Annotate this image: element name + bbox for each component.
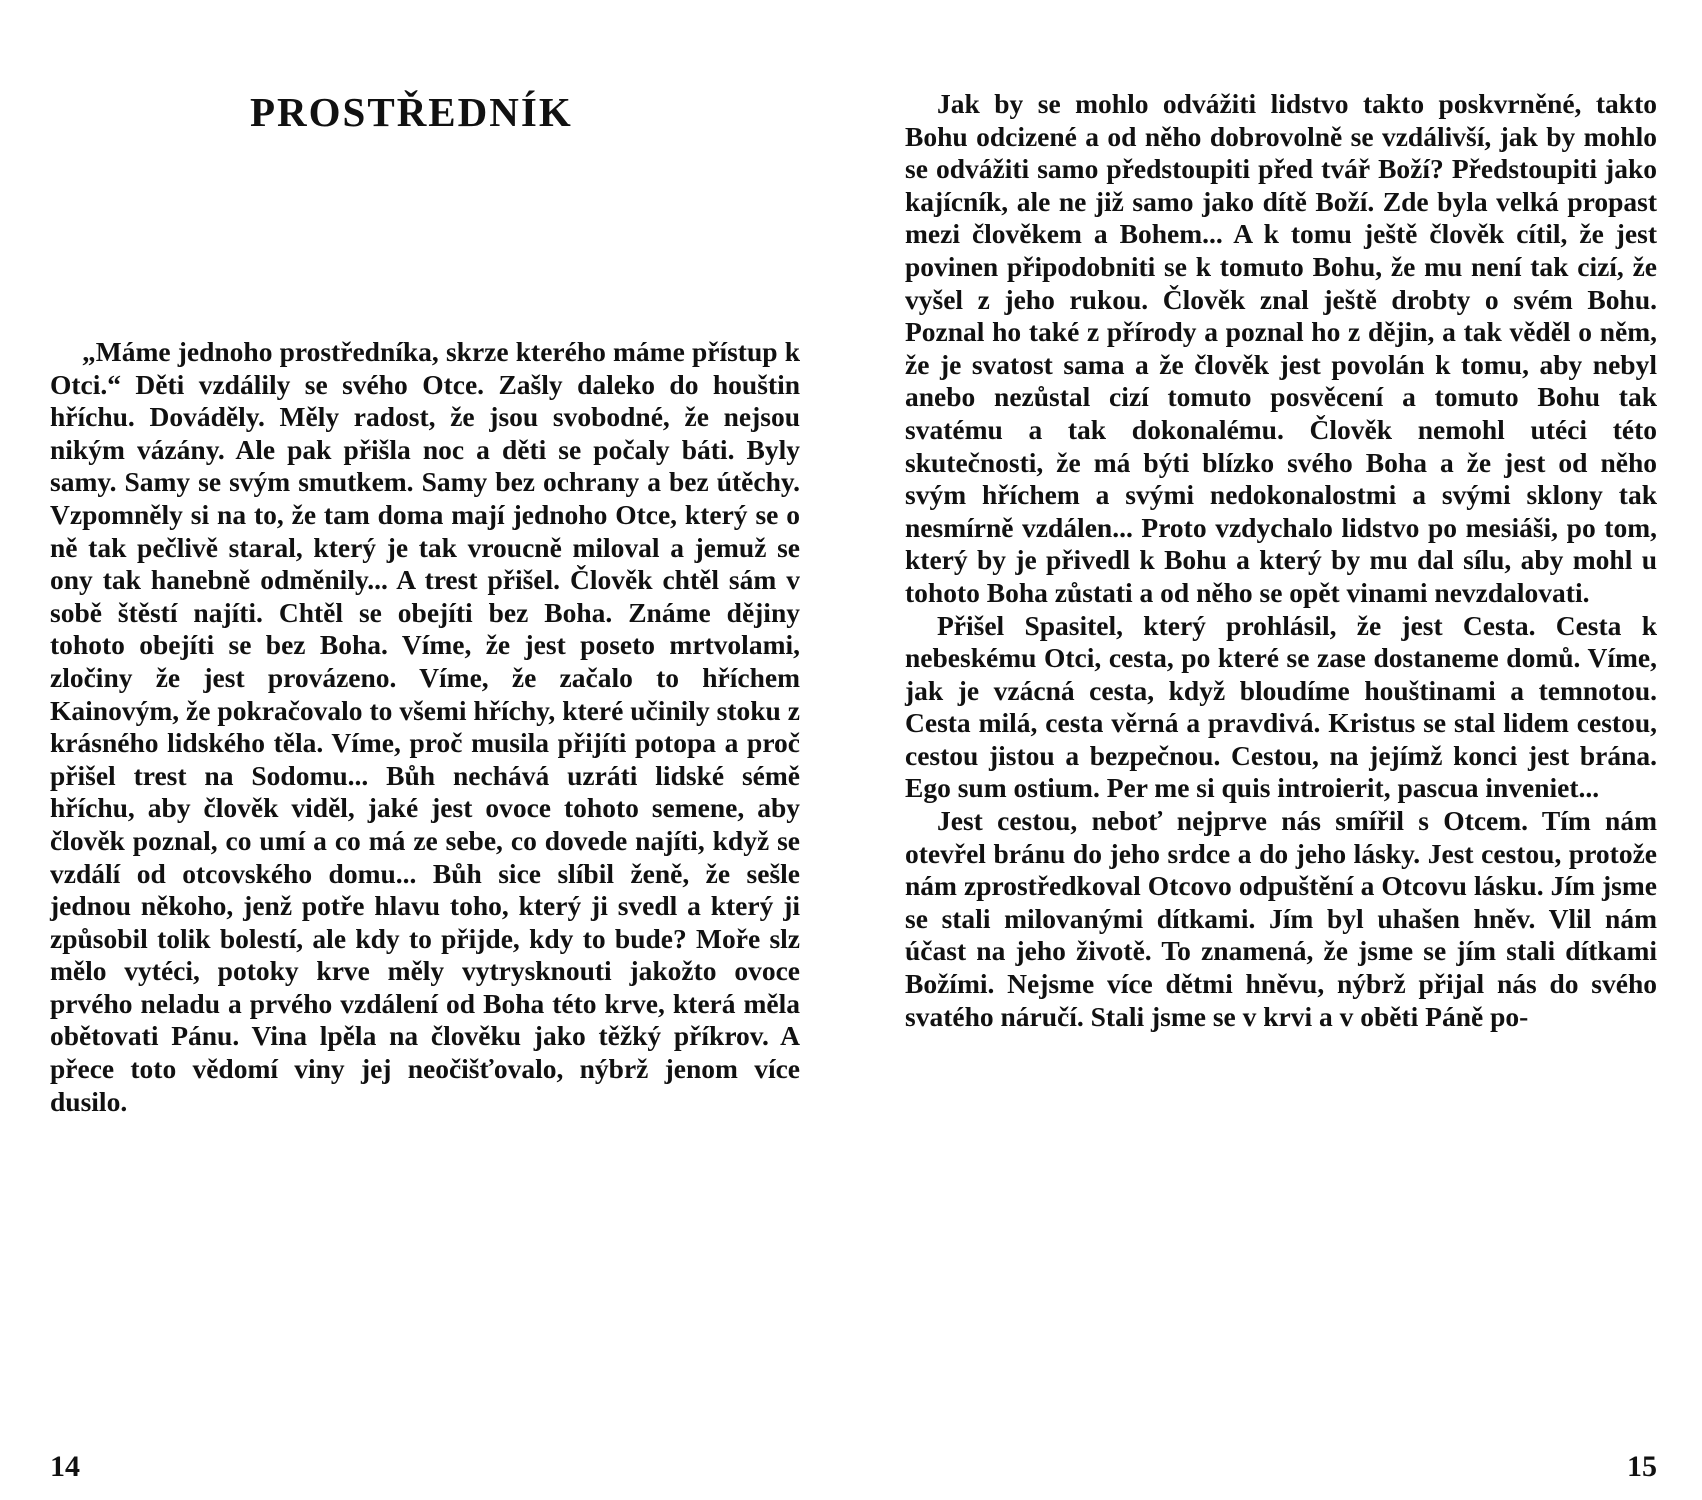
paragraph: Jak by se mohlo odvážiti lidstvo takto poskvrněné, takto Bohu odcizené a od něho dobrovolně se vzdálivší, jak by mohlo se odvážiti samo předstoupiti před tvář Boží? Předstoupiti jako kajícník, ale ne již samo jako dítě Boží. Zde byla velká propast mezi člověkem a Bohem... A k tomu ještě člověk cítil, že jest povinen připodobniti se k tomuto Bohu, že mu není tak cizí, že vyšel z jeho rukou. Člověk znal ještě drobty o svém Bohu. Poznal ho také z přírody a poznal ho z dějin, a tak věděl o něm, že je svatost sama a že člověk jest povolán k tomu, aby nebyl anebo nezůstal cizí tomuto posvěcení a tomuto Bohu tak svatému a tak dokonalému. Člověk nemohl utéci této skutečnosti, že má býti blízko svého Boha a že jest od něho svým hříchem a svými nedokonalostmi a svými sklony tak nesmírně vzdálen... Proto vzdychalo lidstvo po mesiáši, po tom, který by je přivedl k Bohu a který by mu dal sílu, aby mohl u tohoto Boha zůstati a od něho se opět vinami nevzdalovati. bbox=[905, 88, 1657, 608]
paragraph: Přišel Spasitel, který prohlásil, že jest Cesta. Cesta k nebeskému Otci, cesta, po které se zase dostaneme domů. Víme, jak je vzácná cesta, když bloudíme houštinami a temnotou. Cesta milá, cesta věrná a pravdivá. Kristus se stal lidem cestou, cestou jistou a bezpečnou. Cestou, na jejímž konci jest brána. Ego sum ostium. Per me si quis introierit, pascua inveniet... bbox=[905, 609, 1657, 804]
page-number-right: 15 bbox=[1627, 1450, 1657, 1483]
chapter-title: PROSTŘEDNÍK bbox=[250, 89, 573, 135]
paragraph: „Máme jednoho prostředníka, skrze kterého máme přístup k Otci.“ Děti vzdálily se svého Otce. Zašly daleko do houštin hříchu. Dováděly. Měly radost, že jsou svobodné, že nejsou nikým vázány. Ale pak přišla noc a děti se počaly báti. Byly samy. Samy se svým smutkem. Samy bez ochrany a bez útěchy. Vzpomněly si na to, že tam doma mají jednoho Otce, který se o ně tak pečlivě staral, který je tak vroucně miloval a jemuž se ony tak hanebně odměnily... A trest přišel. Člověk chtěl sám v sobě štěstí najíti. Chtěl se obejíti bez Boha. Známe dějiny tohoto obejíti se bez Boha. Víme, že jest poseto mrtvolami, zločiny že jest provázeno. Víme, že začalo to hříchem Kainovým, že pokračovalo to všemi hříchy, které učinily stoku z krásného lidského těla. Víme, proč musila přijíti potopa a proč přišel trest na Sodomu... Bůh nechává uzráti lidské sémě hříchu, aby člověk viděl, jaké jest ovoce tohoto semene, aby člověk poznal, co umí a co má ze sebe, co dovede najíti, když se vzdálí od otcovského domu... Bůh sice slíbil ženě, že sešle jednou někoho, jenž potře hlavu toho, který ji svedl a který ji způsobil tolik bolestí, ale kdy to přijde, kdy to bude? Moře slz mělo vytéci, potoky krve měly vytrysknouti jakožto ovoce prvého neladu a prvého vzdálení od Boha této krve, která měla obětovati Pánu. Vina lpěla na člověku jako těžký příkrov. A přece toto vědomí viny jej neočišťovalo, nýbrž jenom více dusilo. bbox=[50, 336, 800, 1117]
right-page bbox=[905, 0, 1657, 1500]
right-page-text bbox=[905, 88, 1657, 1033]
left-page bbox=[50, 0, 800, 1500]
page-number-left: 14 bbox=[50, 1450, 80, 1483]
left-page-text bbox=[50, 336, 800, 1118]
paragraph: Jest cestou, neboť nejprve nás smířil s Otcem. Tím nám otevřel bránu do jeho srdce a do jeho lásky. Jest cestou, protože nám zprostředkoval Otcovo odpuštění a Otcovu lásku. Jím jsme se stali milovanými dítkami. Jím byl uhašen hněv. Vlil nám účast na jeho životě. To znamená, že jsme se jím stali dítkami Božími. Nejsme více dětmi hněvu, nýbrž přijal nás do svého svatého náručí. Stali jsme se v krvi a v oběti Páně po- bbox=[905, 805, 1657, 1032]
